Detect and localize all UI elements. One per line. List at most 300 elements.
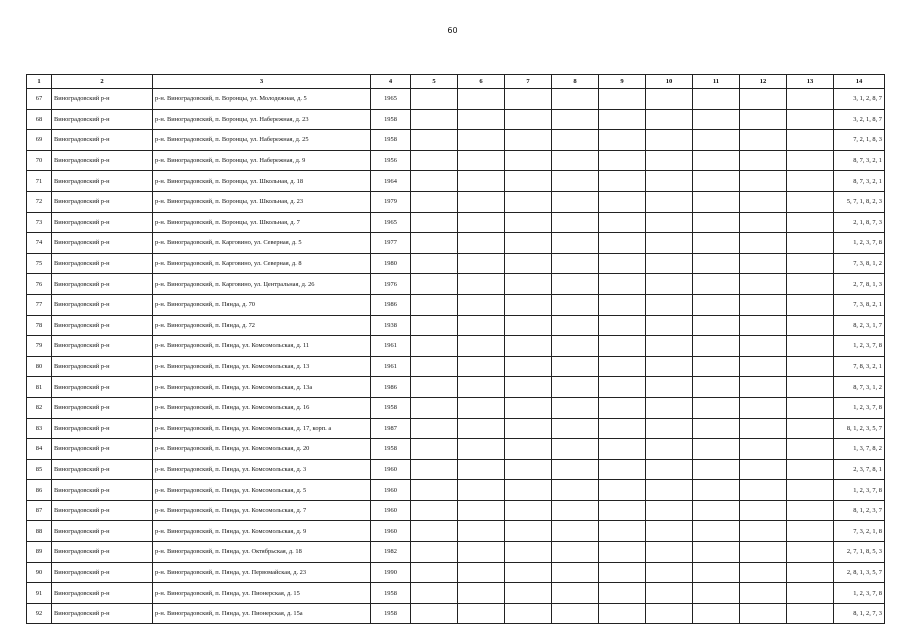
empty-cell-col-11 <box>693 212 740 233</box>
district-cell: Виноградовский р-н <box>52 191 153 212</box>
district-cell: Виноградовский р-н <box>52 150 153 171</box>
empty-cell-col-7 <box>505 418 552 439</box>
empty-cell-col-5 <box>411 521 458 542</box>
year-cell: 1965 <box>371 89 411 110</box>
empty-cell-col-7 <box>505 171 552 192</box>
empty-cell-col-7 <box>505 603 552 624</box>
district-cell: Виноградовский р-н <box>52 500 153 521</box>
district-cell: Виноградовский р-н <box>52 356 153 377</box>
district-cell: Виноградовский р-н <box>52 315 153 336</box>
empty-cell-col-5 <box>411 150 458 171</box>
empty-cell-col-6 <box>458 480 505 501</box>
empty-cell-col-9 <box>599 562 646 583</box>
empty-cell-col-9 <box>599 336 646 357</box>
empty-cell-col-5 <box>411 233 458 254</box>
empty-cell-col-5 <box>411 294 458 315</box>
work-order-cell: 8, 2, 3, 1, 7 <box>834 315 885 336</box>
empty-cell-col-5 <box>411 191 458 212</box>
empty-cell-col-11 <box>693 294 740 315</box>
empty-cell-col-7 <box>505 356 552 377</box>
empty-cell-col-8 <box>552 89 599 110</box>
year-cell: 1976 <box>371 274 411 295</box>
year-cell: 1961 <box>371 356 411 377</box>
empty-cell-col-5 <box>411 377 458 398</box>
row-number-cell: 92 <box>27 603 52 624</box>
year-cell: 1964 <box>371 171 411 192</box>
year-cell: 1958 <box>371 397 411 418</box>
column-header-13: 13 <box>787 75 834 89</box>
row-number-cell: 79 <box>27 336 52 357</box>
year-cell: 1938 <box>371 315 411 336</box>
empty-cell-col-11 <box>693 583 740 604</box>
address-cell: р-н. Виноградовский, п. Пянда, д. 70 <box>153 294 371 315</box>
empty-cell-col-10 <box>646 109 693 130</box>
work-order-cell: 1, 2, 3, 7, 8 <box>834 480 885 501</box>
empty-cell-col-9 <box>599 233 646 254</box>
empty-cell-col-13 <box>787 583 834 604</box>
work-order-cell: 8, 1, 2, 7, 3 <box>834 603 885 624</box>
district-cell: Виноградовский р-н <box>52 274 153 295</box>
district-cell: Виноградовский р-н <box>52 583 153 604</box>
district-cell: Виноградовский р-н <box>52 336 153 357</box>
empty-cell-col-9 <box>599 89 646 110</box>
table-row <box>27 274 885 295</box>
empty-cell-col-7 <box>505 583 552 604</box>
empty-cell-col-11 <box>693 397 740 418</box>
empty-cell-col-11 <box>693 191 740 212</box>
row-number-cell: 69 <box>27 130 52 151</box>
empty-cell-col-12 <box>740 315 787 336</box>
district-cell: Виноградовский р-н <box>52 253 153 274</box>
year-cell: 1960 <box>371 500 411 521</box>
empty-cell-col-8 <box>552 583 599 604</box>
empty-cell-col-10 <box>646 336 693 357</box>
empty-cell-col-8 <box>552 274 599 295</box>
empty-cell-col-10 <box>646 480 693 501</box>
empty-cell-col-13 <box>787 603 834 624</box>
empty-cell-col-9 <box>599 191 646 212</box>
year-cell: 1956 <box>371 150 411 171</box>
district-cell: Виноградовский р-н <box>52 109 153 130</box>
empty-cell-col-8 <box>552 171 599 192</box>
empty-cell-col-7 <box>505 233 552 254</box>
row-number-cell: 89 <box>27 542 52 563</box>
empty-cell-col-8 <box>552 191 599 212</box>
empty-cell-col-13 <box>787 89 834 110</box>
empty-cell-col-11 <box>693 603 740 624</box>
empty-cell-col-9 <box>599 171 646 192</box>
page-number: 60 <box>447 26 458 35</box>
table-body <box>27 89 885 624</box>
address-cell: р-н. Виноградовский, п. Пянда, ул. Комсомольская, д. 16 <box>153 397 371 418</box>
empty-cell-col-13 <box>787 212 834 233</box>
empty-cell-col-10 <box>646 191 693 212</box>
work-order-cell: 2, 3, 7, 8, 1 <box>834 459 885 480</box>
column-header-6: 6 <box>458 75 505 89</box>
empty-cell-col-10 <box>646 603 693 624</box>
table-row <box>27 542 885 563</box>
empty-cell-col-5 <box>411 603 458 624</box>
empty-cell-col-5 <box>411 356 458 377</box>
work-order-cell: 2, 8, 1, 3, 5, 7 <box>834 562 885 583</box>
work-order-cell: 3, 2, 1, 8, 7 <box>834 109 885 130</box>
empty-cell-col-12 <box>740 500 787 521</box>
table-row <box>27 253 885 274</box>
empty-cell-col-10 <box>646 150 693 171</box>
empty-cell-col-13 <box>787 480 834 501</box>
address-cell: р-н. Виноградовский, п. Пянда, ул. Комсомольская, д. 3 <box>153 459 371 480</box>
empty-cell-col-10 <box>646 377 693 398</box>
empty-cell-col-10 <box>646 253 693 274</box>
work-order-cell: 7, 8, 3, 2, 1 <box>834 356 885 377</box>
empty-cell-col-8 <box>552 459 599 480</box>
empty-cell-col-7 <box>505 150 552 171</box>
empty-cell-col-8 <box>552 480 599 501</box>
district-cell: Виноградовский р-н <box>52 171 153 192</box>
empty-cell-col-9 <box>599 583 646 604</box>
work-order-cell: 3, 1, 2, 8, 7 <box>834 89 885 110</box>
empty-cell-col-12 <box>740 480 787 501</box>
empty-cell-col-9 <box>599 459 646 480</box>
empty-cell-col-13 <box>787 562 834 583</box>
empty-cell-col-5 <box>411 459 458 480</box>
year-cell: 1958 <box>371 603 411 624</box>
empty-cell-col-11 <box>693 356 740 377</box>
empty-cell-col-10 <box>646 500 693 521</box>
empty-cell-col-9 <box>599 274 646 295</box>
table-row <box>27 377 885 398</box>
row-number-cell: 74 <box>27 233 52 254</box>
row-number-cell: 76 <box>27 274 52 295</box>
empty-cell-col-13 <box>787 377 834 398</box>
empty-cell-col-6 <box>458 150 505 171</box>
address-cell: р-н. Виноградовский, п. Воронцы, ул. Набережная, д. 23 <box>153 109 371 130</box>
empty-cell-col-5 <box>411 274 458 295</box>
empty-cell-col-7 <box>505 294 552 315</box>
district-cell: Виноградовский р-н <box>52 130 153 151</box>
row-number-cell: 70 <box>27 150 52 171</box>
empty-cell-col-12 <box>740 397 787 418</box>
empty-cell-col-11 <box>693 274 740 295</box>
empty-cell-col-5 <box>411 212 458 233</box>
column-header-11: 11 <box>693 75 740 89</box>
table-row <box>27 233 885 254</box>
empty-cell-col-6 <box>458 109 505 130</box>
empty-cell-col-13 <box>787 542 834 563</box>
empty-cell-col-6 <box>458 315 505 336</box>
work-order-cell: 8, 1, 2, 3, 5, 7 <box>834 418 885 439</box>
empty-cell-col-5 <box>411 336 458 357</box>
row-number-cell: 68 <box>27 109 52 130</box>
empty-cell-col-13 <box>787 500 834 521</box>
empty-cell-col-10 <box>646 397 693 418</box>
empty-cell-col-10 <box>646 233 693 254</box>
address-cell: р-н. Виноградовский, п. Пянда, д. 72 <box>153 315 371 336</box>
empty-cell-col-8 <box>552 562 599 583</box>
year-cell: 1990 <box>371 562 411 583</box>
empty-cell-col-12 <box>740 294 787 315</box>
year-cell: 1965 <box>371 212 411 233</box>
empty-cell-col-7 <box>505 397 552 418</box>
address-cell: р-н. Виноградовский, п. Пянда, ул. Комсомольская, д. 13 <box>153 356 371 377</box>
empty-cell-col-12 <box>740 542 787 563</box>
column-header-10: 10 <box>646 75 693 89</box>
row-number-cell: 91 <box>27 583 52 604</box>
address-cell: р-н. Виноградовский, п. Воронцы, ул. Школьная, д. 18 <box>153 171 371 192</box>
row-number-cell: 71 <box>27 171 52 192</box>
address-cell: р-н. Виноградовский, п. Пянда, ул. Первомайская, д. 23 <box>153 562 371 583</box>
table-row <box>27 212 885 233</box>
empty-cell-col-12 <box>740 377 787 398</box>
empty-cell-col-11 <box>693 521 740 542</box>
row-number-cell: 86 <box>27 480 52 501</box>
empty-cell-col-12 <box>740 150 787 171</box>
empty-cell-col-6 <box>458 397 505 418</box>
empty-cell-col-7 <box>505 562 552 583</box>
empty-cell-col-11 <box>693 253 740 274</box>
empty-cell-col-9 <box>599 150 646 171</box>
empty-cell-col-13 <box>787 150 834 171</box>
year-cell: 1960 <box>371 459 411 480</box>
address-cell: р-н. Виноградовский, п. Пянда, ул. Пионерская, д. 15а <box>153 603 371 624</box>
empty-cell-col-13 <box>787 397 834 418</box>
empty-cell-col-12 <box>740 212 787 233</box>
year-cell: 1986 <box>371 294 411 315</box>
row-number-cell: 77 <box>27 294 52 315</box>
empty-cell-col-10 <box>646 171 693 192</box>
empty-cell-col-6 <box>458 171 505 192</box>
empty-cell-col-12 <box>740 562 787 583</box>
table-row <box>27 294 885 315</box>
district-cell: Виноградовский р-н <box>52 521 153 542</box>
housing-registry-table <box>26 74 885 624</box>
empty-cell-col-7 <box>505 542 552 563</box>
column-header-12: 12 <box>740 75 787 89</box>
address-cell: р-н. Виноградовский, п. Пянда, ул. Комсомольская, д. 17, корп. а <box>153 418 371 439</box>
empty-cell-col-6 <box>458 336 505 357</box>
empty-cell-col-9 <box>599 212 646 233</box>
empty-cell-col-5 <box>411 562 458 583</box>
empty-cell-col-5 <box>411 480 458 501</box>
empty-cell-col-6 <box>458 521 505 542</box>
year-cell: 1977 <box>371 233 411 254</box>
empty-cell-col-7 <box>505 459 552 480</box>
empty-cell-col-9 <box>599 294 646 315</box>
empty-cell-col-9 <box>599 356 646 377</box>
row-number-cell: 73 <box>27 212 52 233</box>
address-cell: р-н. Виноградовский, п. Воронцы, ул. Школьная, д. 23 <box>153 191 371 212</box>
empty-cell-col-7 <box>505 130 552 151</box>
empty-cell-col-6 <box>458 583 505 604</box>
empty-cell-col-5 <box>411 130 458 151</box>
work-order-cell: 2, 7, 8, 1, 3 <box>834 274 885 295</box>
column-header-2: 2 <box>52 75 153 89</box>
empty-cell-col-5 <box>411 171 458 192</box>
district-cell: Виноградовский р-н <box>52 480 153 501</box>
empty-cell-col-13 <box>787 274 834 295</box>
empty-cell-col-12 <box>740 336 787 357</box>
address-cell: р-н. Виноградовский, п. Пянда, ул. Октябрьская, д. 18 <box>153 542 371 563</box>
empty-cell-col-10 <box>646 315 693 336</box>
empty-cell-col-11 <box>693 171 740 192</box>
table-row <box>27 583 885 604</box>
table-row <box>27 130 885 151</box>
work-order-cell: 8, 7, 3, 2, 1 <box>834 150 885 171</box>
empty-cell-col-5 <box>411 500 458 521</box>
empty-cell-col-13 <box>787 109 834 130</box>
empty-cell-col-6 <box>458 542 505 563</box>
table-row <box>27 480 885 501</box>
address-cell: р-н. Виноградовский, п. Пянда, ул. Комсомольская, д. 11 <box>153 336 371 357</box>
address-cell: р-н. Виноградовский, п. Пянда, ул. Комсомольская, д. 7 <box>153 500 371 521</box>
empty-cell-col-13 <box>787 315 834 336</box>
work-order-cell: 7, 3, 8, 2, 1 <box>834 294 885 315</box>
empty-cell-col-10 <box>646 583 693 604</box>
district-cell: Виноградовский р-н <box>52 397 153 418</box>
empty-cell-col-7 <box>505 377 552 398</box>
district-cell: Виноградовский р-н <box>52 542 153 563</box>
empty-cell-col-6 <box>458 377 505 398</box>
column-header-5: 5 <box>411 75 458 89</box>
empty-cell-col-6 <box>458 418 505 439</box>
address-cell: р-н. Виноградовский, п. Воронцы, ул. Набережная, д. 25 <box>153 130 371 151</box>
empty-cell-col-8 <box>552 603 599 624</box>
empty-cell-col-8 <box>552 336 599 357</box>
table-row <box>27 397 885 418</box>
empty-cell-col-12 <box>740 603 787 624</box>
row-number-cell: 83 <box>27 418 52 439</box>
empty-cell-col-6 <box>458 562 505 583</box>
district-cell: Виноградовский р-н <box>52 603 153 624</box>
empty-cell-col-5 <box>411 542 458 563</box>
empty-cell-col-11 <box>693 418 740 439</box>
year-cell: 1961 <box>371 336 411 357</box>
table-row <box>27 562 885 583</box>
empty-cell-col-9 <box>599 130 646 151</box>
empty-cell-col-13 <box>787 521 834 542</box>
row-number-cell: 90 <box>27 562 52 583</box>
empty-cell-col-10 <box>646 212 693 233</box>
empty-cell-col-8 <box>552 439 599 460</box>
work-order-cell: 7, 3, 2, 1, 8 <box>834 521 885 542</box>
work-order-cell: 1, 2, 3, 7, 8 <box>834 397 885 418</box>
empty-cell-col-12 <box>740 109 787 130</box>
empty-cell-col-13 <box>787 191 834 212</box>
empty-cell-col-5 <box>411 109 458 130</box>
empty-cell-col-8 <box>552 500 599 521</box>
year-cell: 1958 <box>371 109 411 130</box>
empty-cell-col-5 <box>411 418 458 439</box>
empty-cell-col-13 <box>787 356 834 377</box>
empty-cell-col-9 <box>599 542 646 563</box>
empty-cell-col-11 <box>693 439 740 460</box>
empty-cell-col-13 <box>787 233 834 254</box>
table-row <box>27 418 885 439</box>
row-number-cell: 72 <box>27 191 52 212</box>
empty-cell-col-11 <box>693 500 740 521</box>
work-order-cell: 1, 2, 3, 7, 8 <box>834 233 885 254</box>
empty-cell-col-10 <box>646 562 693 583</box>
empty-cell-col-7 <box>505 212 552 233</box>
column-header-1: 1 <box>27 75 52 89</box>
empty-cell-col-10 <box>646 439 693 460</box>
empty-cell-col-8 <box>552 542 599 563</box>
empty-cell-col-8 <box>552 356 599 377</box>
district-cell: Виноградовский р-н <box>52 439 153 460</box>
empty-cell-col-11 <box>693 233 740 254</box>
table-row <box>27 336 885 357</box>
empty-cell-col-12 <box>740 89 787 110</box>
table-row <box>27 109 885 130</box>
empty-cell-col-10 <box>646 274 693 295</box>
district-cell: Виноградовский р-н <box>52 294 153 315</box>
empty-cell-col-5 <box>411 439 458 460</box>
empty-cell-col-6 <box>458 294 505 315</box>
empty-cell-col-11 <box>693 109 740 130</box>
empty-cell-col-12 <box>740 253 787 274</box>
empty-cell-col-8 <box>552 315 599 336</box>
address-cell: р-н. Виноградовский, п. Карговино, ул. Центральная, д. 26 <box>153 274 371 295</box>
empty-cell-col-11 <box>693 130 740 151</box>
empty-cell-col-9 <box>599 315 646 336</box>
empty-cell-col-8 <box>552 397 599 418</box>
table-row <box>27 315 885 336</box>
empty-cell-col-9 <box>599 253 646 274</box>
district-cell: Виноградовский р-н <box>52 212 153 233</box>
empty-cell-col-12 <box>740 521 787 542</box>
empty-cell-col-8 <box>552 212 599 233</box>
row-number-cell: 88 <box>27 521 52 542</box>
column-header-7: 7 <box>505 75 552 89</box>
empty-cell-col-6 <box>458 274 505 295</box>
work-order-cell: 8, 7, 3, 2, 1 <box>834 171 885 192</box>
column-header-9: 9 <box>599 75 646 89</box>
empty-cell-col-6 <box>458 212 505 233</box>
row-number-cell: 85 <box>27 459 52 480</box>
empty-cell-col-8 <box>552 418 599 439</box>
empty-cell-col-6 <box>458 89 505 110</box>
empty-cell-col-10 <box>646 418 693 439</box>
empty-cell-col-12 <box>740 233 787 254</box>
work-order-cell: 2, 7, 1, 8, 5, 3 <box>834 542 885 563</box>
table-row <box>27 356 885 377</box>
empty-cell-col-12 <box>740 439 787 460</box>
work-order-cell: 1, 3, 7, 8, 2 <box>834 439 885 460</box>
empty-cell-col-12 <box>740 171 787 192</box>
empty-cell-col-7 <box>505 89 552 110</box>
year-cell: 1982 <box>371 542 411 563</box>
empty-cell-col-6 <box>458 130 505 151</box>
empty-cell-col-6 <box>458 603 505 624</box>
row-number-cell: 81 <box>27 377 52 398</box>
empty-cell-col-5 <box>411 315 458 336</box>
address-cell: р-н. Виноградовский, п. Воронцы, ул. Набережная, д. 9 <box>153 150 371 171</box>
table-row <box>27 500 885 521</box>
empty-cell-col-11 <box>693 377 740 398</box>
empty-cell-col-10 <box>646 521 693 542</box>
empty-cell-col-12 <box>740 583 787 604</box>
work-order-cell: 8, 7, 3, 1, 2 <box>834 377 885 398</box>
empty-cell-col-10 <box>646 542 693 563</box>
empty-cell-col-10 <box>646 294 693 315</box>
table-row <box>27 171 885 192</box>
address-cell: р-н. Виноградовский, п. Пянда, ул. Пионерская, д. 15 <box>153 583 371 604</box>
empty-cell-col-6 <box>458 191 505 212</box>
empty-cell-col-12 <box>740 459 787 480</box>
empty-cell-col-8 <box>552 377 599 398</box>
work-order-cell: 7, 3, 8, 1, 2 <box>834 253 885 274</box>
empty-cell-col-6 <box>458 253 505 274</box>
